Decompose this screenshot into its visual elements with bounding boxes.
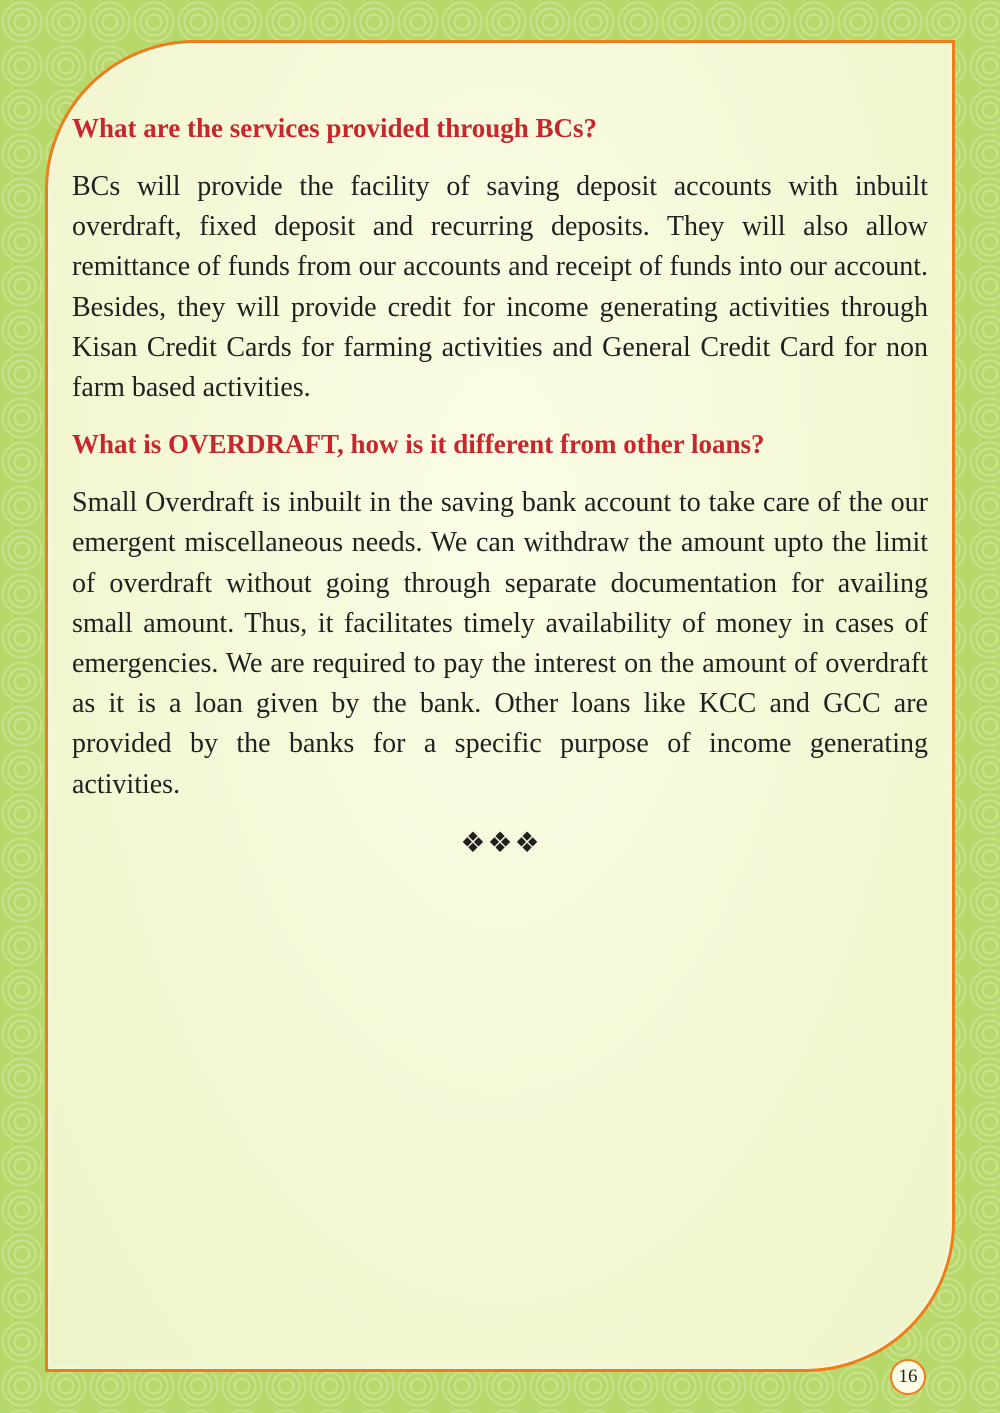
page-number: 16 xyxy=(890,1359,926,1395)
section-body-overdraft: Small Overdraft is inbuilt in the saving bank account to take care of the our emergent miscellaneous needs. We can withdraw the amount upto the limit of overdraft without going through separate documentation for availing small amount. Thus, it facilitates timely availability of money in cases of emergencies. We are required to pay the interest on the amount of overdraft as it is a loan given by the bank. Other loans like KCC and GCC are provided by the banks for a specific purpose of income generating activities. xyxy=(72,487,928,800)
section-heading-bc-services: What are the services provided through BCs? xyxy=(72,113,598,143)
page-content xyxy=(72,108,928,861)
section-end-ornament: ❖❖❖ xyxy=(460,827,542,859)
section-heading-overdraft: What is OVERDRAFT, how is it different from other loans? xyxy=(72,429,765,460)
section-body-bc-services: BCs will provide the facility of saving deposit accounts with inbuilt overdraft, fixed deposit and recurring deposits. They will also allow remittance of funds from our accounts and receipt of funds into our account. Besides, they will provide credit for income generating activities through Kisan Credit Cards for farming activities and General Credit Card for non farm based activities. xyxy=(72,171,928,404)
